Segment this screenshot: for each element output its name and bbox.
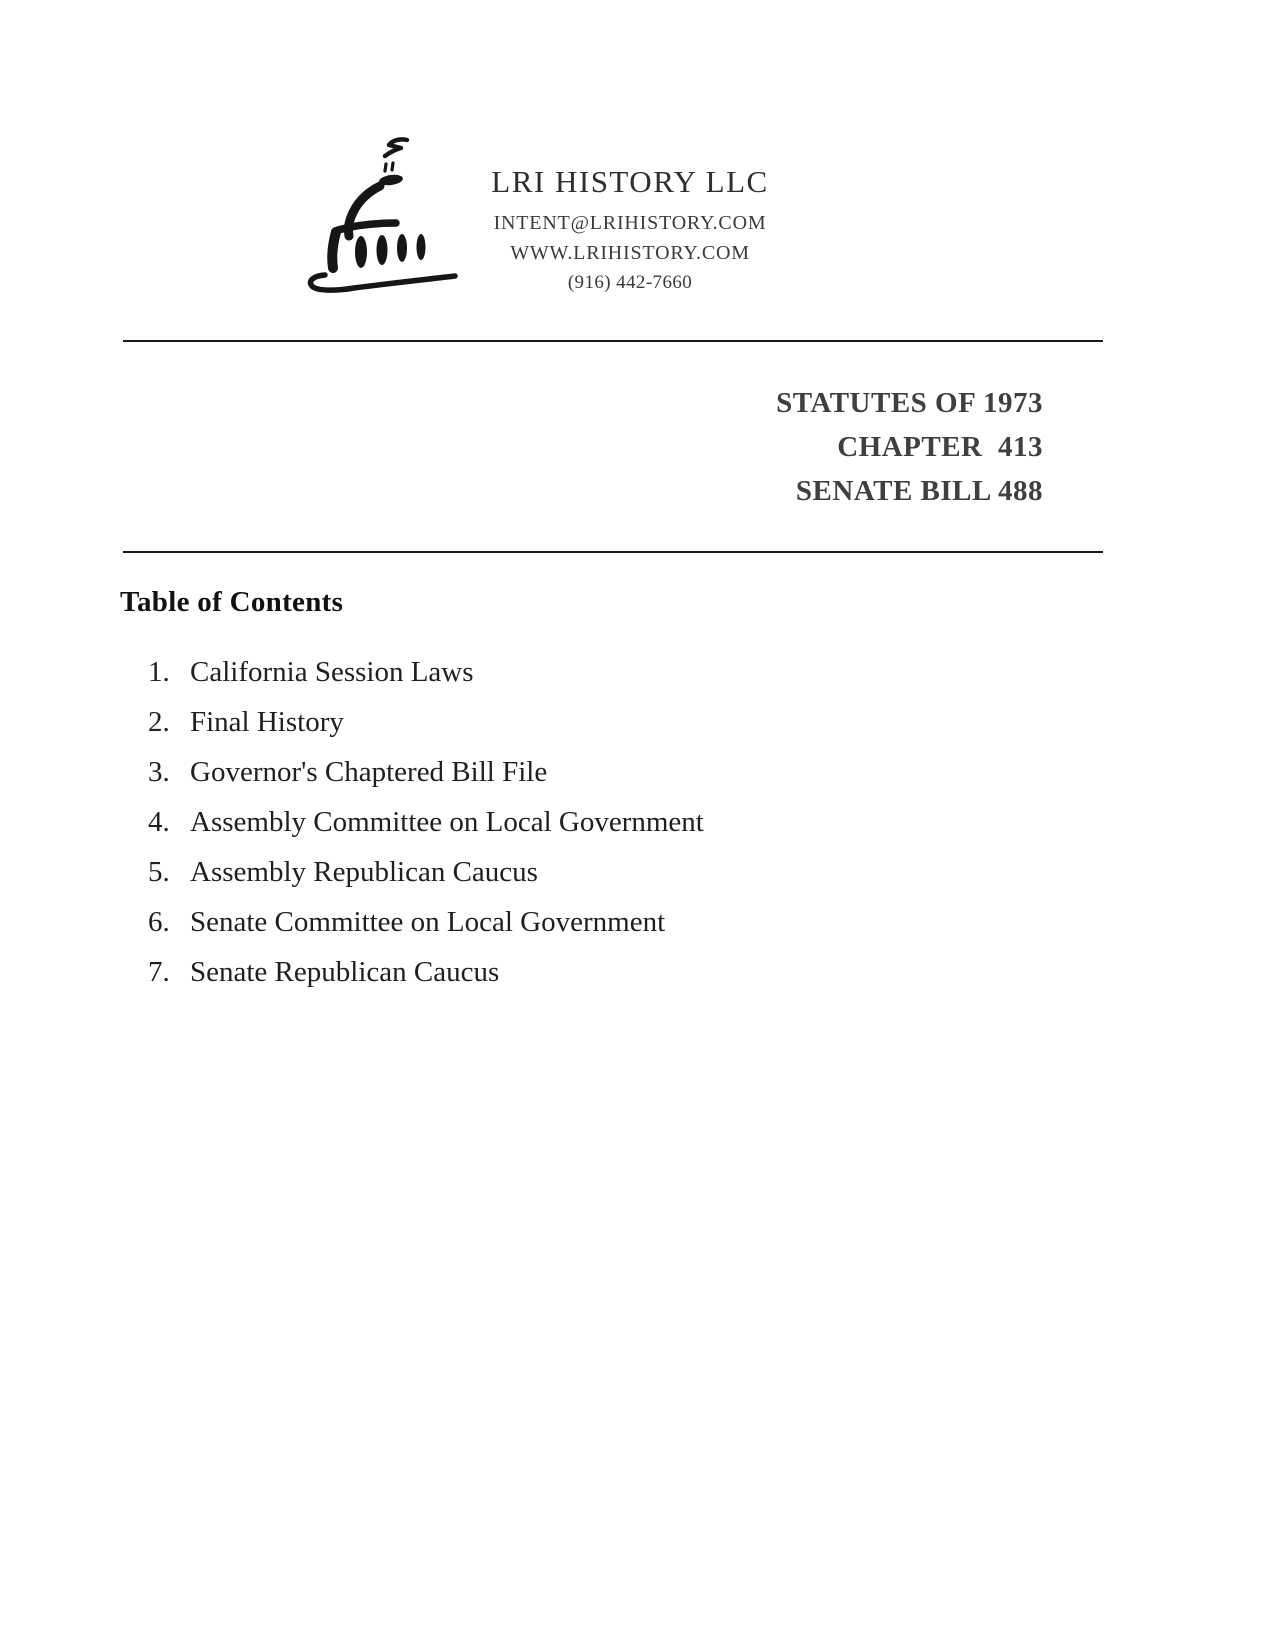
toc-item-label: Senate Committee on Local Government bbox=[190, 906, 666, 938]
toc-item bbox=[148, 797, 948, 847]
toc-item-number: 7. bbox=[148, 956, 170, 988]
logo-column-1 bbox=[355, 236, 367, 268]
toc-item-label: California Session Laws bbox=[190, 656, 474, 688]
logo-column-4 bbox=[417, 234, 426, 260]
contact-lines bbox=[430, 208, 830, 298]
toc-list bbox=[148, 647, 948, 997]
toc-item-label: Assembly Republican Caucus bbox=[190, 856, 538, 888]
toc-item-number: 1. bbox=[148, 656, 170, 688]
bill-reference-block bbox=[776, 381, 1043, 513]
logo-wall-stroke bbox=[332, 232, 336, 268]
statutes-line: STATUTES OF 1973 bbox=[776, 387, 1043, 419]
toc-item-number: 5. bbox=[148, 856, 170, 888]
phone-text: (916) 442-7660 bbox=[567, 272, 693, 293]
toc-item-number: 2. bbox=[148, 706, 170, 738]
toc-item-number: 3. bbox=[148, 756, 170, 788]
toc-heading: Table of Contents bbox=[120, 586, 344, 618]
toc-item-number: 6. bbox=[148, 906, 170, 938]
letterhead bbox=[430, 162, 830, 298]
toc-item bbox=[148, 847, 948, 897]
toc-item-number: 4. bbox=[148, 806, 170, 838]
toc-item bbox=[148, 897, 948, 947]
company-name: LRI HISTORY LLC bbox=[491, 164, 769, 199]
logo-tick-right bbox=[392, 163, 393, 170]
website-text: WWW.LRIHISTORY.COM bbox=[510, 242, 750, 264]
email-text: INTENT@LRIHISTORY.COM bbox=[493, 212, 767, 234]
chapter-line: CHAPTER 413 bbox=[837, 431, 1043, 463]
toc-item-label: Governor's Chaptered Bill File bbox=[190, 756, 548, 788]
logo-flag-stroke bbox=[385, 139, 407, 156]
toc-item-label: Assembly Committee on Local Government bbox=[190, 806, 704, 838]
logo-column-3 bbox=[397, 234, 407, 262]
toc-item bbox=[148, 947, 948, 997]
toc-item-label: Senate Republican Caucus bbox=[190, 956, 500, 988]
logo-column-2 bbox=[377, 235, 388, 265]
toc-item bbox=[148, 647, 948, 697]
toc-item bbox=[148, 697, 948, 747]
logo-tick-left bbox=[385, 164, 386, 171]
horizontal-rule-top bbox=[123, 340, 1103, 342]
horizontal-rule-bottom bbox=[123, 551, 1103, 553]
toc-item-label: Final History bbox=[190, 706, 344, 738]
logo-cornice-stroke bbox=[338, 223, 396, 230]
senate-bill-line: SENATE BILL 488 bbox=[795, 475, 1043, 507]
toc-item bbox=[148, 747, 948, 797]
